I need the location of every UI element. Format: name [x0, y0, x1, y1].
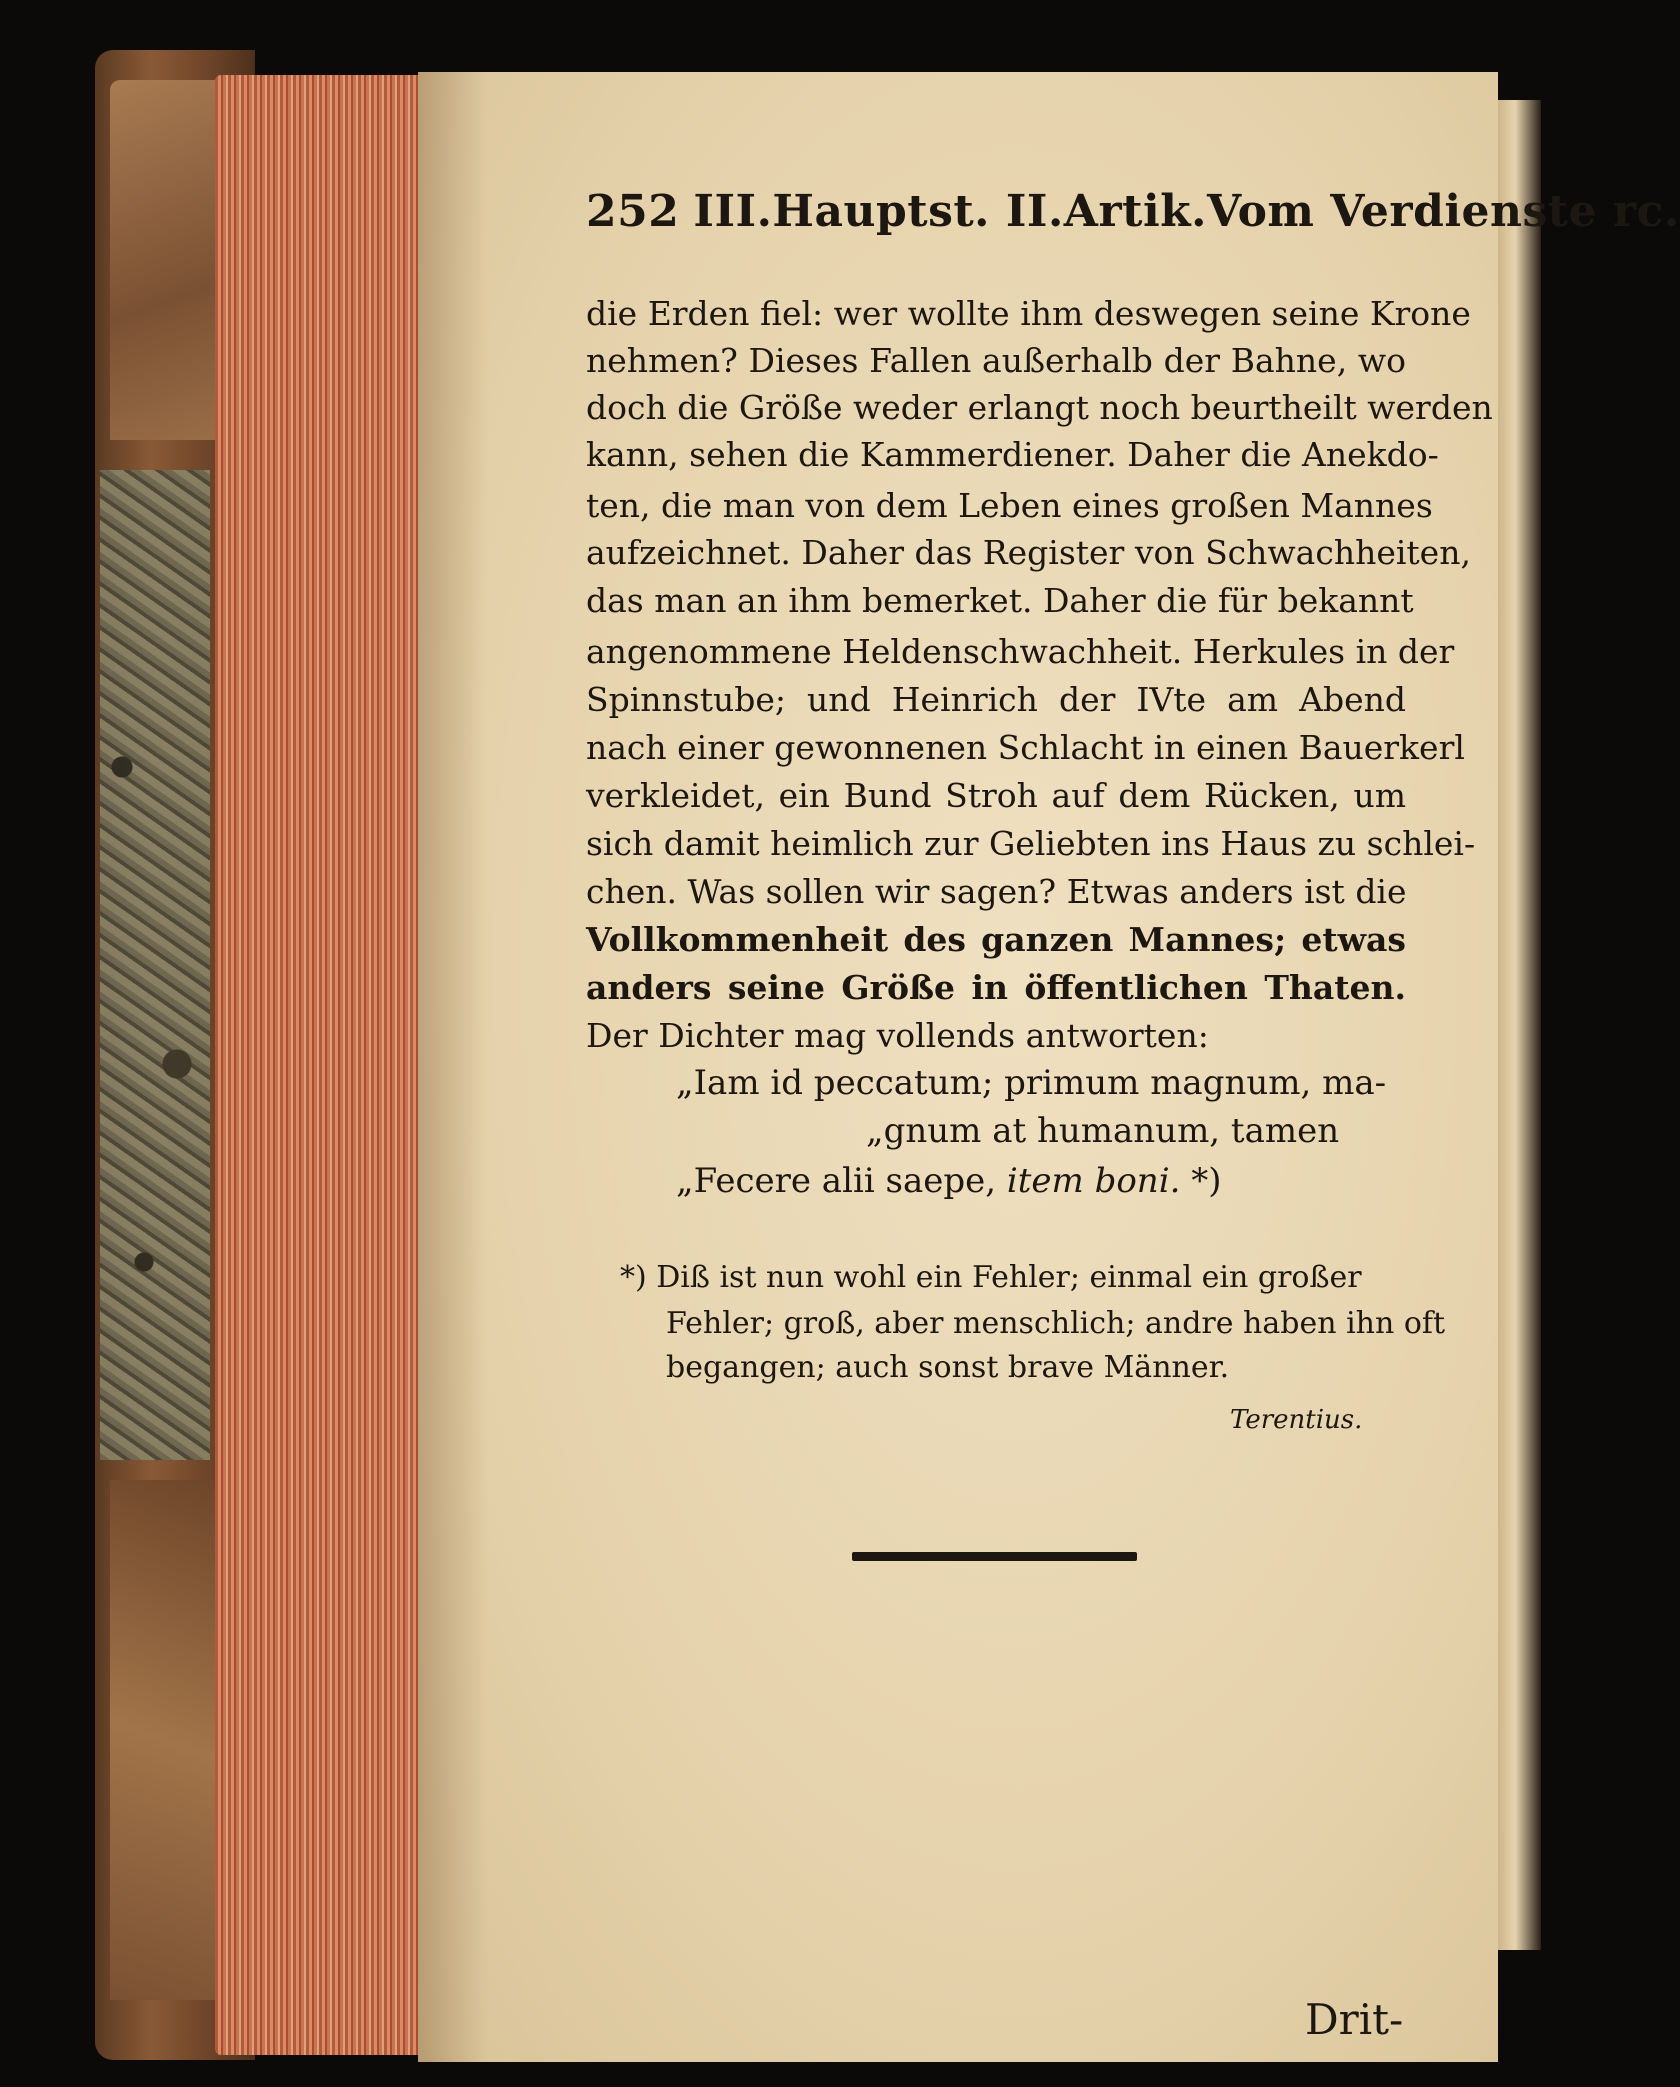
catchword: Drit-	[1305, 1995, 1404, 2044]
body-line: Vollkommenheit des ganzen Mannes; etwas	[586, 920, 1406, 959]
body-line: verkleidet, ein Bund Stroh auf dem Rücken, um	[586, 776, 1406, 815]
body-line: angenommene Heldenschwachheit. Herkules in der	[586, 632, 1455, 671]
body-line: sich damit heimlich zur Geliebten ins Haus zu schlei-	[586, 824, 1476, 863]
page-number: 252	[586, 186, 680, 237]
footnote-line: Fehler; groß, aber menschlich; andre haben ihn oft	[666, 1306, 1446, 1341]
verse-line: „Iam id peccatum; primum magnum, ma-	[676, 1063, 1387, 1103]
verse-line: „Fecere alii saepe, item boni. *)	[676, 1161, 1222, 1201]
body-line: anders seine Größe in öffentlichen Thaten.	[586, 968, 1406, 1007]
verse-line: „gnum at humanum, tamen	[866, 1111, 1340, 1151]
body-line: nach einer gewonnenen Schlacht in einen Bauerkerl	[586, 728, 1465, 767]
section-rule	[852, 1552, 1137, 1561]
running-header	[586, 186, 1680, 246]
footnote-attribution: Terentius.	[1230, 1405, 1363, 1435]
body-line: nehmen? Dieses Fallen außerhalb der Bahne, wo	[586, 341, 1406, 380]
footnote-line: *) Diß ist nun wohl ein Fehler; einmal ein großer	[620, 1260, 1362, 1295]
body-line: ten, die man von dem Leben eines großen Mannes	[586, 486, 1433, 525]
body-line: aufzeichnet. Daher das Register von Schwachheiten,	[586, 533, 1471, 572]
cover-leather	[110, 80, 230, 440]
body-line: Der Dichter mag vollends antworten:	[586, 1016, 1209, 1055]
body-line: chen. Was sollen wir sagen? Etwas anders ist die	[586, 872, 1407, 911]
body-line: kann, sehen die Kammerdiener. Daher die Anekdo-	[586, 435, 1439, 474]
body-line: das man an ihm bemerket. Daher die für bekannt	[586, 581, 1414, 620]
body-line: doch die Größe weder erlangt noch beurtheilt werden	[586, 388, 1493, 427]
gutter-shadow	[418, 72, 488, 2062]
body-line: die Erden fiel: wer wollte ihm deswegen seine Krone	[586, 294, 1471, 333]
footnote-line: begangen; auch sonst brave Männer.	[666, 1350, 1230, 1385]
facing-page-edge	[1498, 100, 1541, 1950]
body-line: Spinnstube; und Heinrich der IVte am Abend	[586, 680, 1406, 719]
running-title: III.Hauptst. II.Artik.Vom Verdienste rc.	[693, 186, 1680, 237]
page-edges	[215, 75, 420, 2055]
cover-leather	[110, 1480, 220, 2000]
cover-marbled-paper	[100, 470, 210, 1460]
